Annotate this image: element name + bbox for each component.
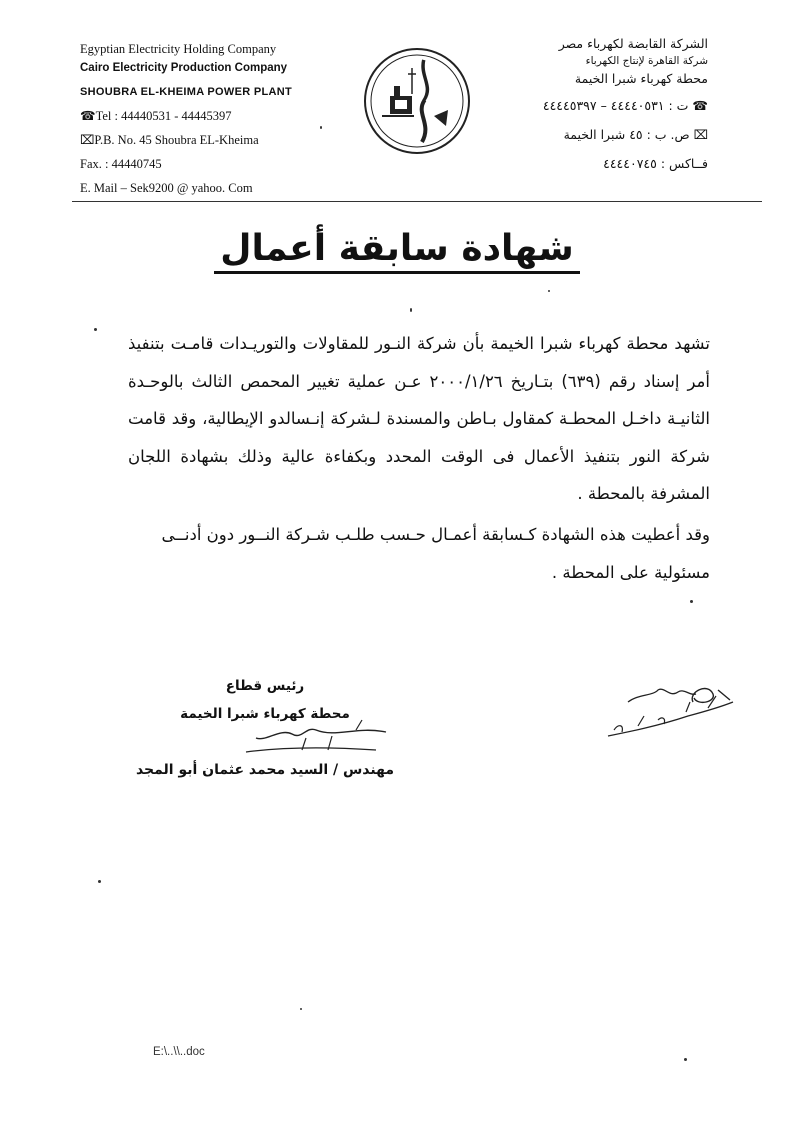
fax-ar: فــاكس : ٤٤٤٤٠٧٤٥	[603, 156, 708, 171]
scan-speck	[410, 308, 412, 312]
scan-speck	[690, 600, 693, 603]
signature-scribble	[236, 716, 396, 776]
english-letterhead	[80, 40, 350, 198]
telephone-ar: ☎ ت : ٤٤٤٤٠٥٣١ – ٤٤٤٤٥٣٩٧	[542, 98, 708, 113]
company-name-en: Egyptian Electricity Holding Company	[80, 42, 277, 56]
production-company-ar: شركة القاهرة لإنتاج الكهرباء	[585, 55, 708, 67]
scan-speck	[320, 126, 322, 129]
certificate-body	[128, 325, 710, 591]
body-paragraph-1: تشهد محطة كهرباء شبرا الخيمة بأن شركة النـور للمقاولات والتوريـدات قامـت بتنفيذ أمر إسناد رقم (٦٣٩) بتـاريخ ٢٠٠٠/١/٢٦ عـن عملية تغيير المحمص الثالث بالوحـدة الثانيـة داخـل المحطـة كمقاول بـاطن والمسندة لـشركة إنـسالدو الإيطالية، وقد قامت شركة النور بتنفيذ الأعمال فى الوقت المحدد وبكفاءة عالية وذلك بشهادة اللجان المشرفة بالمحطة .	[128, 334, 710, 504]
telephone-en: ☎Tel : 44440531 - 44445397	[80, 109, 232, 123]
signatory-role: رئيس قطاع	[225, 678, 305, 694]
body-paragraph-2	[128, 516, 710, 591]
scan-speck	[98, 880, 101, 883]
body-paragraph-2-line-2: مسئولية على المحطة .	[551, 562, 710, 582]
email-en: E. Mail – Sek9200 @ yahoo. Com	[80, 181, 253, 195]
scan-speck	[300, 1008, 302, 1010]
scan-speck	[548, 290, 550, 292]
fax-en: Fax. : 44440745	[80, 157, 162, 171]
signatory-station: محطة كهرباء شبرا الخيمة	[180, 706, 350, 722]
handwritten-annotation	[598, 672, 738, 752]
arabic-letterhead	[448, 34, 708, 173]
company-name-ar: الشركة القابضة لكهرباء مصر	[558, 36, 708, 51]
title-wrapper	[0, 228, 794, 274]
scan-speck	[684, 1058, 687, 1061]
header-divider	[72, 201, 762, 202]
document-title: شهادة سابقة أعمال	[214, 228, 579, 274]
scan-speck	[94, 328, 97, 331]
pobox-ar: ⌧ ص. ب : ٤٥ شبرا الخيمة	[563, 127, 708, 142]
production-company-en: Cairo Electricity Production Company	[80, 62, 288, 74]
plant-name-en: SHOUBRA EL-KHEIMA POWER PLANT	[80, 86, 292, 98]
body-paragraph-2-line-1: وقد أعطيت هذه الشهادة كـسابقة أعمـال حـسب طلـب شـركة النــور دون أدنــى	[161, 524, 710, 544]
signatory-name: مهندس / السيد محمد عثمان أبو المجد	[135, 762, 395, 778]
footer-filename: E:\..\\..doc	[153, 1046, 205, 1058]
pobox-en: ⌧P.B. No. 45 Shoubra EL-Kheima	[80, 133, 259, 147]
plant-name-ar: محطة كهرباء شبرا الخيمة	[574, 71, 708, 86]
